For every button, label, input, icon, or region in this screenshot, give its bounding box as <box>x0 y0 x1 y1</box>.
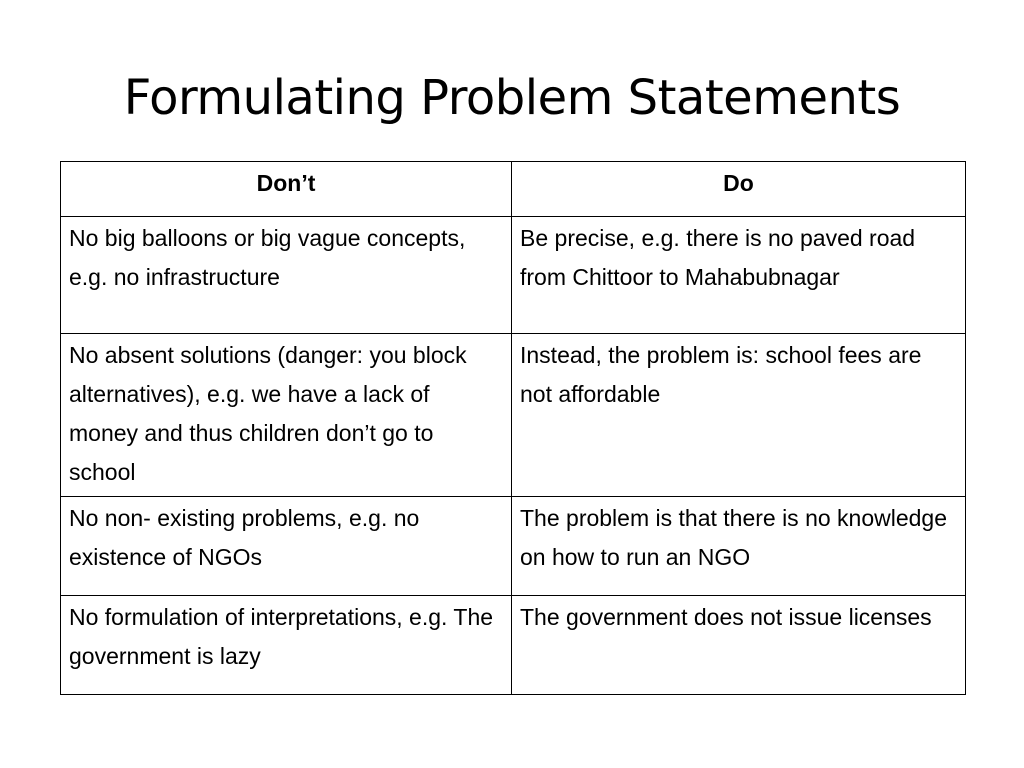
header-dont: Don’t <box>61 162 512 217</box>
table-row <box>61 334 966 497</box>
table-row <box>61 596 966 695</box>
do-cell: The problem is that there is no knowledge on how to run an NGO <box>512 497 966 596</box>
header-do: Do <box>512 162 966 217</box>
dont-cell: No formulation of interpretations, e.g. The government is lazy <box>61 596 512 695</box>
dos-and-donts-table-container <box>60 161 965 695</box>
dont-cell: No big balloons or big vague concepts, e.g. no infrastructure <box>61 217 512 334</box>
dont-cell: No absent solutions (danger: you block alternatives), e.g. we have a lack of money and thus children don’t go to school <box>61 334 512 497</box>
do-cell: The government does not issue licenses <box>512 596 966 695</box>
do-cell: Instead, the problem is: school fees are not affordable <box>512 334 966 497</box>
slide-title: Formulating Problem Statements <box>123 70 901 126</box>
table-row <box>61 217 966 334</box>
table-header-row <box>61 162 966 217</box>
do-cell: Be precise, e.g. there is no paved road from Chittoor to Mahabubnagar <box>512 217 966 334</box>
dos-and-donts-table <box>60 161 966 695</box>
dont-cell: No non- existing problems, e.g. no existence of NGOs <box>61 497 512 596</box>
table-row <box>61 497 966 596</box>
